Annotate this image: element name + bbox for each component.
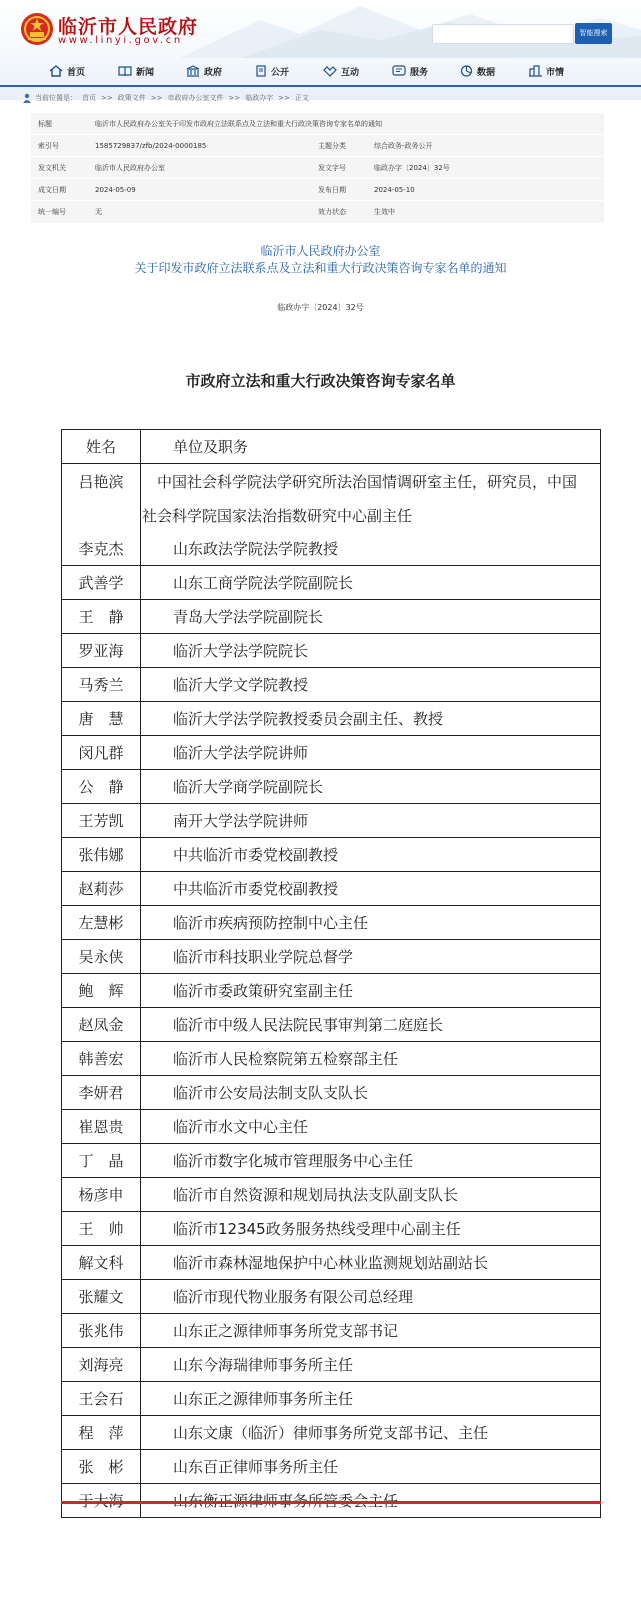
- table-header-row: [62, 430, 600, 463]
- info-value: 1585729837/zfb/2024-0000185: [95, 142, 207, 150]
- expert-unit: 临沂大学法学院院长: [173, 642, 309, 660]
- info-label: 成文日期: [38, 186, 66, 194]
- expert-unit: 临沂大学法学院讲师: [173, 744, 309, 762]
- info-label: 效力状态: [318, 208, 346, 216]
- table-row: [62, 1279, 600, 1313]
- table-row: [62, 463, 600, 531]
- table-row: [62, 735, 600, 769]
- expert-unit: 山东百正律师事务所主任: [173, 1458, 339, 1476]
- expert-name: 罗亚海: [62, 634, 141, 667]
- expert-list-title: 市政府立法和重大行政决策咨询专家名单: [185, 372, 456, 390]
- info-label: 发布日期: [318, 186, 346, 194]
- expert-name: 赵莉莎: [62, 872, 141, 905]
- info-label: 标题: [38, 120, 52, 128]
- nav-label: 数据: [477, 67, 496, 78]
- expert-unit: 山东正之源律师事务所主任: [173, 1390, 354, 1408]
- breadcrumb: [22, 92, 314, 104]
- expert-name: 公 静: [62, 770, 141, 803]
- nav-label: 首页: [67, 67, 86, 78]
- table-row: [62, 701, 600, 735]
- expert-unit: 山东政法学院法学院教授: [173, 539, 339, 558]
- nav-item-home[interactable]: [49, 60, 85, 82]
- info-label: 发文机关: [38, 164, 66, 172]
- info-value: 2024-05-10: [374, 186, 415, 194]
- expert-name: 李妍君: [62, 1076, 141, 1109]
- expert-unit: 临沂市人民检察院第五检察部主任: [173, 1050, 399, 1068]
- expert-name: 鲍 辉: [62, 974, 141, 1007]
- expert-unit: 临沂市自然资源和规划局执法支队副支队长: [173, 1186, 459, 1204]
- document-title: 关于印发市政府立法联系点及立法和重大行政决策咨询专家名单的通知: [134, 261, 507, 275]
- breadcrumb-separator: >>: [228, 94, 241, 102]
- expert-unit: 临沂大学商学院副院长: [173, 778, 324, 796]
- nav-label: 政府: [204, 67, 223, 78]
- table-row: [62, 633, 600, 667]
- info-label: 发文字号: [318, 164, 346, 172]
- table-row: [62, 905, 600, 939]
- expert-name: 刘海亮: [62, 1348, 141, 1381]
- table-row: [62, 769, 600, 803]
- table-row: [62, 1041, 600, 1075]
- expert-unit: 青岛大学法学院副院长: [173, 608, 324, 626]
- table-row: [62, 1245, 600, 1279]
- expert-unit-line: 中国社会科学院法学研究所法治国情调研室主任，研究员，中国: [142, 473, 578, 491]
- table-row: [62, 1211, 600, 1245]
- info-value: 无: [95, 208, 102, 216]
- table-row: [62, 1007, 600, 1041]
- expert-name: 赵凤金: [62, 1008, 141, 1041]
- expert-unit: 临沂市数字化城市管理服务中心主任: [173, 1152, 414, 1170]
- expert-name: 闵凡群: [62, 736, 141, 769]
- nav-label: 服务: [410, 67, 429, 78]
- search-button[interactable]: 智能搜索: [575, 23, 612, 44]
- book-icon: [118, 65, 132, 77]
- site-header: [0, 0, 641, 100]
- expert-unit: 临沂市疾病预防控制中心主任: [173, 914, 369, 932]
- expert-unit: 临沂市科技职业学院总督学: [173, 948, 354, 966]
- breadcrumb-separator: >>: [278, 94, 290, 102]
- expert-unit: 南开大学法学院讲师: [173, 812, 309, 830]
- table-row: [62, 565, 600, 599]
- expert-unit: 中共临沂市委党校副教授: [173, 846, 339, 864]
- expert-unit: 临沂市12345政务服务热线受理中心副主任: [173, 1220, 461, 1238]
- info-label: 主题分类: [318, 142, 346, 150]
- data-icon: [460, 65, 473, 77]
- nav-item-public[interactable]: [255, 60, 289, 82]
- expert-unit: 临沂市森林湿地保护中心林业监测规划站副站长: [173, 1254, 489, 1272]
- expert-name: 唐 慧: [62, 702, 141, 735]
- expert-unit: 山东今海瑞律师事务所主任: [173, 1356, 354, 1374]
- expert-name: 左慧彬: [62, 906, 141, 939]
- expert-name: 丁 晶: [62, 1144, 141, 1177]
- nav-item-government[interactable]: [186, 60, 222, 82]
- user-location-icon: [22, 93, 32, 103]
- header-unit: 单位及职务: [173, 438, 249, 456]
- breadcrumb-item-body: 正文: [294, 94, 309, 102]
- expert-name: 杨彦申: [62, 1178, 141, 1211]
- info-value: 临沂市人民政府办公室关于印发市政府立法联系点及立法和重大行政决策咨询专家名单的通知: [95, 120, 382, 128]
- expert-name: 王会石: [62, 1382, 141, 1415]
- info-row-dates: [31, 179, 604, 201]
- nav-item-data[interactable]: [460, 60, 495, 82]
- table-row: [62, 1143, 600, 1177]
- expert-name: 王 帅: [62, 1212, 141, 1245]
- nav-label: 公开: [271, 67, 290, 78]
- breadcrumb-separator: >>: [101, 94, 113, 102]
- table-row: [62, 837, 600, 871]
- info-value: 临沂市人民政府办公室: [95, 164, 165, 172]
- info-value: 生效中: [374, 208, 395, 216]
- document-number: 临政办字〔2024〕32号: [277, 303, 364, 312]
- expert-name: 张兆伟: [62, 1314, 141, 1347]
- table-row: [62, 1449, 600, 1483]
- breadcrumb-separator: >>: [150, 94, 163, 102]
- nav-divider: [0, 85, 641, 87]
- document-icon: [255, 65, 267, 77]
- expert-name: 张伟娜: [62, 838, 141, 871]
- service-icon: [392, 65, 406, 77]
- site-name[interactable]: 临沂市人民政府: [58, 16, 199, 38]
- expert-unit: 临沂大学文学院教授: [173, 676, 309, 694]
- table-row: [62, 1483, 600, 1517]
- national-emblem-icon: [20, 12, 54, 46]
- table-row: [62, 1347, 600, 1381]
- expert-name: 张耀文: [62, 1280, 141, 1313]
- info-label: 索引号: [38, 142, 59, 150]
- breadcrumb-prefix: 当前位置是：: [35, 94, 77, 102]
- table-row: [62, 531, 600, 565]
- document-info-table: [31, 113, 604, 223]
- expert-unit: 山东正之源律师事务所党支部书记: [173, 1322, 399, 1340]
- site-url[interactable]: www.linyi.gov.cn: [58, 35, 183, 46]
- expert-name: 王芳凯: [62, 804, 141, 837]
- breadcrumb-item-office-docs[interactable]: 市政府办公室文件: [167, 94, 224, 102]
- info-row-issuer: [31, 157, 604, 179]
- red-divider: [61, 1501, 601, 1504]
- breadcrumb-item-linzhengbanzi[interactable]: 临政办字: [245, 94, 274, 102]
- table-row: [62, 1075, 600, 1109]
- nav-label: 市情: [546, 67, 565, 78]
- expert-name: 李克杰: [62, 531, 141, 565]
- expert-name: 程 萍: [62, 1416, 141, 1449]
- table-row: [62, 667, 600, 701]
- home-icon: [49, 65, 63, 77]
- interaction-icon: [323, 65, 337, 77]
- expert-unit-line: 社会科学院国家法治指数研究中心副主任: [142, 507, 413, 525]
- expert-unit: 临沂市中级人民法院民事审判第二庭庭长: [173, 1016, 444, 1034]
- expert-unit: 临沂市现代物业服务有限公司总经理: [173, 1288, 414, 1306]
- government-icon: [186, 65, 200, 77]
- breadcrumb-item-policy[interactable]: 政策文件: [117, 94, 146, 102]
- expert-name: 吴永侠: [62, 940, 141, 973]
- nav-label: 互动: [341, 67, 360, 78]
- expert-name: 张 彬: [62, 1450, 141, 1483]
- city-icon: [529, 65, 542, 77]
- info-value: 综合政务-政务公开: [374, 142, 433, 150]
- document-issuer: 临沂市人民政府办公室: [260, 244, 381, 258]
- info-value: 2024-05-09: [95, 186, 136, 194]
- nav-item-city[interactable]: [529, 60, 564, 82]
- expert-name: 解文科: [62, 1246, 141, 1279]
- expert-name: 武善学: [62, 566, 141, 599]
- table-row: [62, 1381, 600, 1415]
- nav-item-service[interactable]: [392, 60, 428, 82]
- expert-unit: 临沂市委政策研究室副主任: [173, 982, 354, 1000]
- info-label: 统一编号: [38, 208, 66, 216]
- table-row: [62, 871, 600, 905]
- expert-name: 马秀兰: [62, 668, 141, 701]
- nav-label: 新闻: [136, 67, 155, 78]
- expert-table: [61, 429, 601, 1518]
- expert-unit: 临沂大学法学院教授委员会副主任、教授: [173, 710, 444, 728]
- expert-unit: [142, 464, 600, 531]
- expert-name: 崔恩贵: [62, 1110, 141, 1143]
- info-value: 临政办字〔2024〕32号: [374, 164, 450, 172]
- nav-item-news[interactable]: [118, 60, 154, 82]
- search-input[interactable]: [432, 24, 574, 44]
- table-row: [62, 1109, 600, 1143]
- table-row: [62, 599, 600, 633]
- main-nav: [0, 58, 641, 84]
- table-row: [62, 973, 600, 1007]
- info-row-title: [31, 113, 604, 135]
- nav-item-interaction[interactable]: [323, 60, 359, 82]
- expert-name: 吕艳滨: [62, 464, 141, 531]
- table-row: [62, 1177, 600, 1211]
- info-row-index: [31, 135, 604, 157]
- table-row: [62, 939, 600, 973]
- expert-unit: 临沂市水文中心主任: [173, 1118, 309, 1136]
- table-row: [62, 803, 600, 837]
- expert-name: 王 静: [62, 600, 141, 633]
- expert-unit: 山东文康（临沂）律师事务所党支部书记、主任: [173, 1424, 489, 1442]
- table-row: [62, 1313, 600, 1347]
- expert-unit: 中共临沂市委党校副教授: [173, 880, 339, 898]
- expert-name: 韩善宏: [62, 1042, 141, 1075]
- header-name: 姓名: [62, 430, 141, 463]
- table-row: [62, 1415, 600, 1449]
- info-row-status: [31, 201, 604, 223]
- expert-unit: 山东工商学院法学院副院长: [173, 574, 354, 592]
- expert-unit: 临沂市公安局法制支队支队长: [173, 1084, 369, 1102]
- breadcrumb-item-home[interactable]: 首页: [82, 94, 96, 102]
